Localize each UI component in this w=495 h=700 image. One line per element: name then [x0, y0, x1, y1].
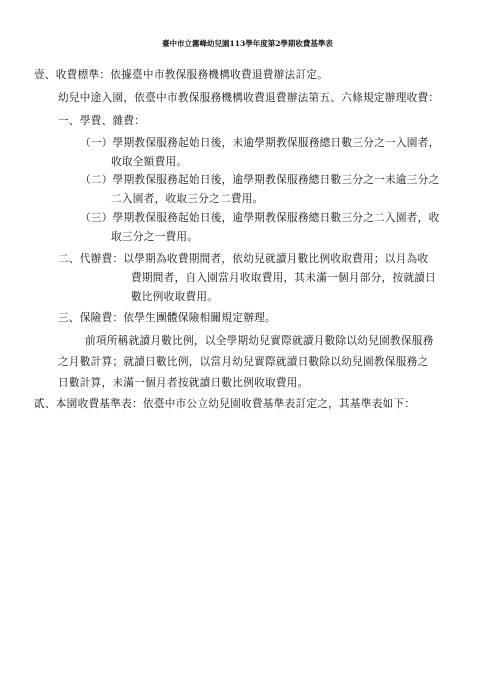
item1-sub1-line2: 收取全額費用。	[111, 156, 188, 168]
note-line2: 之月數計算；就讀日數比例，以當月幼兒實際就讀日數除以幼兒園教保服務之	[58, 356, 429, 368]
section1-intro: 幼兒中途入園，依臺中市教保服務機構收費退費辦法第五、六條規定辦理收費：	[58, 92, 440, 104]
item3-line1: 三、保險費：依學生團體保險相關規定辦理。	[58, 312, 276, 324]
item2-line3: 數比例收取費用。	[131, 291, 219, 303]
document-title: 臺中市立霧峰幼兒園113學年度第2學期收費基準表	[162, 39, 333, 48]
item1-sub3-line1: （三）學期教保服務起始日後，逾學期教保服務總日數三分之二入園者，收	[80, 212, 440, 224]
item1-sub3-line2: 取三分之一費用。	[111, 231, 199, 243]
item2-line2: 費期間者，自入園當月收取費用，其未滿一個月部分，按就讀日	[131, 272, 437, 284]
section1-heading: 壹、收費標準：依據臺中市教保服務機構收費退費辦法訂定。	[34, 69, 329, 81]
note-line1: 前項所稱就讀月數比例，以全學期幼兒實際就讀月數除以幼兒園教保服務	[85, 335, 434, 347]
item2-line1: 二、代辦費：以學期為收費期間者，依幼兒就讀月數比例收取費用；以月為收	[58, 253, 429, 265]
section2-heading: 貳、本園收費基準表：依臺中市公立幼兒園收費基準表訂定之，其基準表如下：	[34, 398, 416, 410]
item1-sub2-line2: 二入園者，收取三分之二費用。	[111, 193, 264, 205]
item1-sub1-line1: （一）學期教保服務起始日後，未逾學期教保服務總日數三分之一入園者，	[80, 137, 440, 149]
item1-sub2-line1: （二）學期教保服務起始日後，逾學期教保服務總日數三分之一未逾三分之	[80, 174, 440, 186]
note-line3: 日數計算，未滿一個月者按就讀日數比例收取費用。	[58, 377, 309, 389]
item1-label: 一、學費、雜費：	[58, 115, 146, 127]
